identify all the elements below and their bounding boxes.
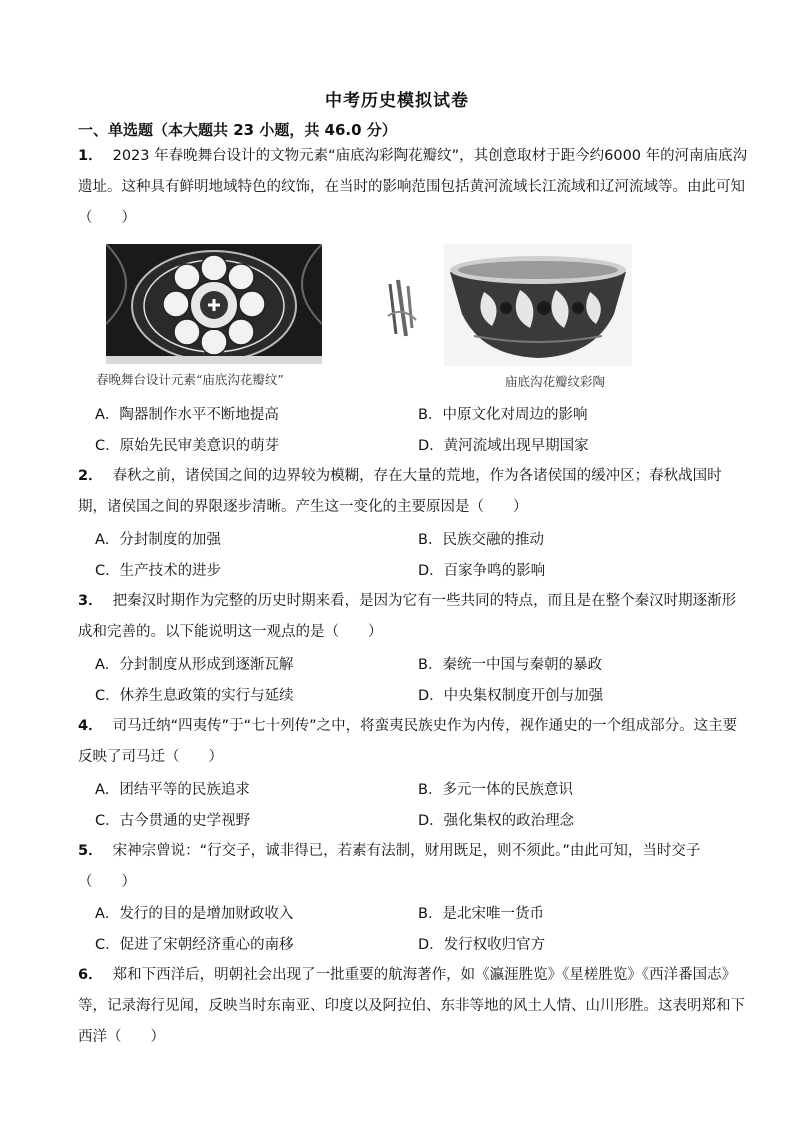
question-number: 3． [78,593,103,609]
right-figure-caption: 庙底沟花瓣纹彩陶 [505,374,606,389]
q3-option-d[interactable]: D．中央集权制度开创与加强 [418,688,604,704]
q2-option-c[interactable]: C．生产技术的进步 [95,563,222,579]
question-6 [78,960,750,1053]
page-title: 中考历史模拟试卷 [325,91,469,111]
q4-option-c[interactable]: C．古今贯通的史学视野 [95,813,251,829]
q1-option-c[interactable]: C．原始先民审美意识的萌芽 [95,438,280,454]
q2-option-b[interactable]: B．民族交融的推动 [418,532,544,548]
painted-pottery-image [444,244,632,366]
q2-option-d[interactable]: D．百家争鸣的影响 [418,563,546,579]
question-text: 2023 年春晚舞台设计的文物元素“庙底沟彩陶花瓣纹”，其创意取材于距今约6000 年的河南庙底沟遗址。这种具有鲜明地域特色的纹饰，在当时的影响范围包括黄河流域长江流域和辽河流域等。由此可知（ ） [78,148,748,226]
question-4 [78,711,750,773]
q5-option-d[interactable]: D．发行权收归官方 [418,937,546,953]
stage-design-image [106,244,322,364]
q1-option-a[interactable]: A．陶器制作水平不断地提高 [95,407,279,423]
question-5 [78,836,750,898]
q1-option-d[interactable]: D．黄河流域出现早期国家 [418,438,589,454]
q5-option-c[interactable]: C．促进了宋朝经济重心的南移 [95,937,294,953]
q2-option-a[interactable]: A．分封制度的加强 [95,532,221,548]
question-number: 1． [78,148,103,164]
left-figure-caption: 春晚舞台设计元素“庙底沟花瓣纹” [96,372,284,387]
question-number: 6． [78,967,103,983]
q5-option-b[interactable]: B．是北宋唯一货币 [418,906,544,922]
question-text: 宋神宗曾说：“行交子，诚非得已，若素有法制，财用既足，则不须此。”由此可知，当时交子（ ） [78,843,701,890]
pottery-fragment-sketch [382,276,422,342]
q4-option-b[interactable]: B．多元一体的民族意识 [418,782,573,798]
question-text: 司马迁纳“四夷传”于“七十列传”之中，将蛮夷民族史作为内传，视作通史的一个组成部分。这主要反映了司马迁（ ） [78,718,738,765]
question-text: 把秦汉时期作为完整的历史时期来看，是因为它有一些共同的特点，而且是在整个秦汉时期逐渐形成和完善的。以下能说明这一观点的是（ ） [78,593,737,640]
question-number: 4． [78,718,103,734]
q1-option-b[interactable]: B．中原文化对周边的影响 [418,407,588,423]
q4-option-d[interactable]: D．强化集权的政治理念 [418,813,575,829]
q4-option-a[interactable]: A．团结平等的民族追求 [95,782,250,798]
question-text: 郑和下西洋后，明朝社会出现了一批重要的航海著作，如《瀛涯胜览》《星槎胜览》《西洋番国志》等，记录海行见闻，反映当时东南亚、印度以及阿拉伯、东非等地的风土人情、山川形胜。这表明郑和下西洋（ ） [78,967,745,1045]
question-2 [78,461,750,523]
question-1 [78,141,750,234]
section-heading: 一、单选题（本大题共 23 小题，共 46.0 分） [78,121,397,139]
question-3 [78,586,750,648]
question-number: 2． [78,468,103,484]
question-text: 春秋之前，诸侯国之间的边界较为模糊，存在大量的荒地，作为各诸侯国的缓冲区；春秋战国时期，诸侯国之间的界限逐步清晰。产生这一变化的主要原因是（ ） [78,468,722,515]
question-number: 5． [78,843,103,859]
q5-option-a[interactable]: A．发行的目的是增加财政收入 [95,906,294,922]
q3-option-c[interactable]: C．休养生息政策的实行与延续 [95,688,294,704]
q3-option-a[interactable]: A．分封制度从形成到逐渐瓦解 [95,657,294,673]
q3-option-b[interactable]: B．秦统一中国与秦朝的暴政 [418,657,602,673]
